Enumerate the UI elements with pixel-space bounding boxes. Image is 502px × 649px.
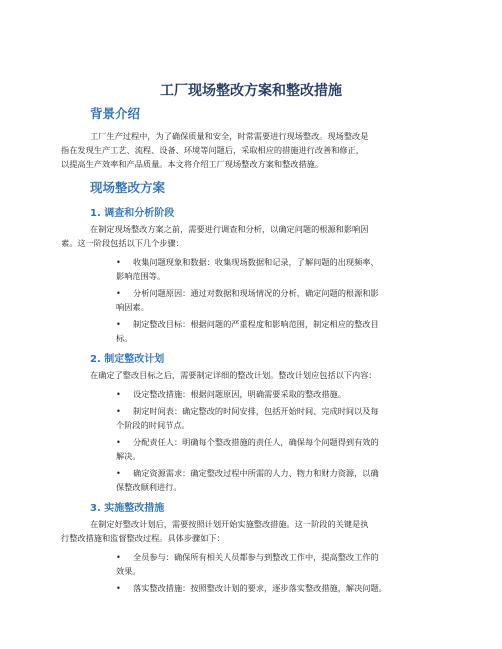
step1-bullet-3-line-1: 制定整改目标：根据问题的严重程度和影响范围，制定相应的整改目	[133, 319, 379, 329]
step2-bullet-2-line-2: 个阶段的时间节点。	[116, 420, 190, 430]
heading-step1: 1. 调查和分析阶段	[90, 208, 175, 219]
heading-step2: 2. 制定整改计划	[90, 354, 165, 365]
step3-intro-line-2: 行整改措施和监督整改过程。具体步骤如下：	[61, 533, 225, 543]
bullet-glyph: •	[116, 437, 121, 447]
bullet-glyph: •	[116, 406, 121, 416]
heading-plan: 现场整改方案	[90, 180, 166, 195]
heading-step3: 3. 实施整改措施	[90, 503, 165, 514]
bullet-glyph: •	[116, 257, 121, 267]
bullet-glyph: •	[116, 319, 121, 329]
step2-bullet-1-line-1: 设定整改措施：根据问题原因，明确需要采取的整改措施。	[133, 389, 346, 399]
step2-bullet-3-line-1: 分配责任人：明确每个整改措施的责任人，确保每个问题得到有效的	[133, 437, 379, 447]
background-line-3: 以提高生产效率和产品质量。本文将介绍工厂现场整改方案和整改措施。	[61, 159, 324, 169]
step1-intro-line-1: 在制定现场整改方案之前，需要进行调查和分析，以确定问题的根源和影响因	[90, 224, 369, 234]
step3-intro-line-1: 在制定好整改计划后，需要按照计划开始实施整改措施。这一阶段的关键是执	[90, 519, 369, 529]
step1-bullet-2-line-2: 响因素。	[116, 302, 149, 312]
step1-intro-line-2: 素。这一阶段包括以下几个步骤：	[61, 238, 184, 248]
background-line-1: 工厂生产过程中，为了确保质量和安全，时常需要进行现场整改。现场整改是	[90, 131, 369, 141]
step2-bullet-3-line-2: 解决。	[116, 451, 141, 461]
step3-bullet-1-line-1: 全员参与：确保所有相关人员都参与到整改工作中，提高整改工作的	[133, 552, 379, 562]
step3-bullet-2-line-1: 落实整改措施：按照整改计划的要求，逐步落实整改措施，解决问题。	[133, 583, 387, 593]
background-line-2: 指在发现生产工艺、流程、设备、环境等问题后，采取相应的措施进行改善和修正，	[61, 145, 364, 155]
heading-background: 背景介绍	[90, 106, 141, 121]
step1-bullet-1-line-2: 影响范围等。	[116, 271, 166, 281]
step1-bullet-3-line-2: 标。	[116, 333, 133, 343]
step2-bullet-4-line-2: 保整改顺利进行。	[116, 482, 182, 492]
step1-bullet-1-line-1: 收集问题现象和数据：收集现场数据和记录，了解问题的出现频率、	[133, 257, 379, 267]
step1-bullet-2-line-1: 分析问题原因：通过对数据和现场情况的分析，确定问题的根源和影	[133, 288, 379, 298]
document-title: 工厂现场整改方案和整改措施	[160, 83, 342, 99]
step2-intro-line-1: 在确定了整改目标之后，需要制定详细的整改计划。整改计划应包括以下内容：	[90, 370, 377, 380]
bullet-glyph: •	[116, 552, 121, 562]
step2-bullet-4-line-1: 确定资源需求：确定整改过程中所需的人力、物力和财力资源，以确	[133, 468, 379, 478]
bullet-glyph: •	[116, 468, 121, 478]
bullet-glyph: •	[116, 288, 121, 298]
bullet-glyph: •	[116, 583, 121, 593]
bullet-glyph: •	[116, 389, 121, 399]
step2-bullet-2-line-1: 制定时间表：确定整改的时间安排，包括开始时间、完成时间以及每	[133, 406, 379, 416]
step3-bullet-1-line-2: 效果。	[116, 566, 141, 576]
